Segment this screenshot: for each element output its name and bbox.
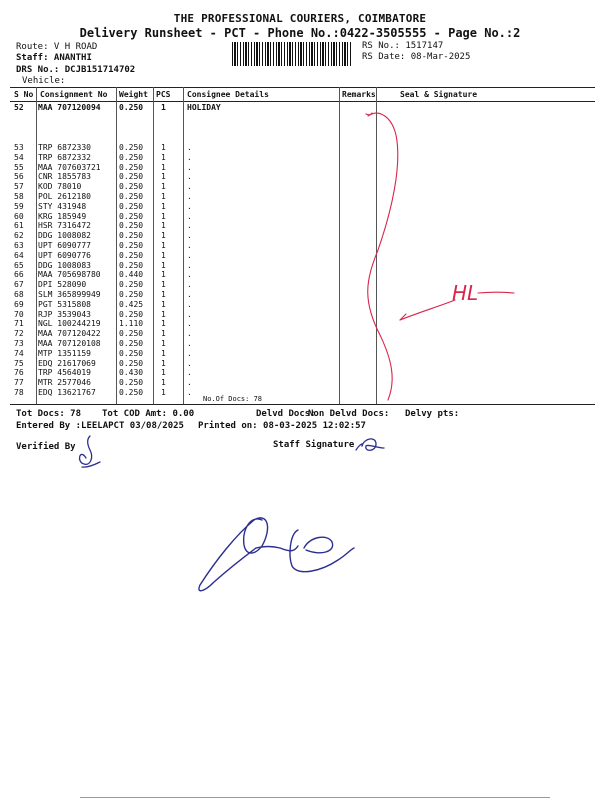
row-serial-number: 60 (14, 211, 24, 221)
row-pieces: 1 (161, 309, 166, 319)
remarks-arrow-mark (400, 300, 455, 320)
drs-number: DRS No.: DCJB151714702 (16, 65, 136, 75)
row-pieces: 1 (161, 378, 166, 388)
no-of-docs: No.Of Docs: 78 (203, 395, 263, 403)
row-serial-number: 53 (14, 143, 24, 152)
remarks-bracket-mark (366, 113, 398, 400)
row-consignment-number: MAA 707120422 (38, 329, 101, 339)
row-consignment-number: MAA 707603721 (38, 162, 101, 172)
row-serial-number: 56 (14, 172, 24, 182)
row-serial-number: 75 (14, 358, 24, 368)
row-pieces: 1 (161, 182, 166, 192)
row-serial-number: 77 (14, 378, 24, 388)
row-pieces: 1 (161, 299, 166, 309)
row-pieces: 1 (161, 201, 166, 211)
row-pieces: 1 (161, 329, 166, 339)
remarks-handwritten-text: HL (452, 281, 479, 305)
row-consignment-number: EDQ 21617069 (38, 358, 96, 368)
row-consignment-number: STY 431948 (38, 201, 87, 211)
company-name: THE PROFESSIONAL COURIERS, COIMBATORE (173, 12, 427, 25)
row-pieces: 1 (161, 319, 166, 329)
delivered-docs: Delvd Docs: (256, 409, 316, 419)
row-consignment-number: DDG 1008083 (38, 260, 91, 270)
row-weight: 0.250 (119, 231, 144, 241)
row-serial-number: 72 (14, 329, 24, 339)
row-consignment-number: MAA 705698780 (38, 270, 101, 280)
row-pieces: 1 (161, 368, 166, 378)
row-weight: 0.250 (119, 290, 144, 299)
total-docs: Tot Docs: 78 (16, 409, 82, 419)
row-consignee-details: . (187, 358, 192, 368)
row-weight: 0.250 (119, 152, 144, 162)
row-pieces: 1 (161, 250, 166, 260)
row-consignment-number: TRP 6872332 (38, 152, 91, 162)
rs-date: RS Date: 08-Mar-2025 (362, 52, 471, 62)
col-header-sno: S No (14, 90, 34, 99)
row-consignee-details: . (187, 231, 192, 241)
row-pieces: 1 (161, 260, 166, 270)
row-consignment-number: UPT 6090776 (38, 250, 91, 260)
row-weight: 0.250 (119, 378, 144, 388)
row-consignee-details: . (187, 182, 192, 192)
row-consignee-details: . (187, 211, 192, 221)
row-serial-number: 63 (14, 241, 24, 250)
row-consignee-details: . (187, 280, 192, 290)
row-serial-number: 74 (14, 348, 24, 358)
row-consignee-details: . (187, 250, 192, 260)
row-consignee-details: . (187, 260, 192, 270)
row-pieces: 1 (161, 143, 166, 152)
route: Route: V H ROAD (16, 42, 98, 52)
row-serial-number: 71 (14, 319, 24, 329)
row-consignee-details: . (187, 299, 192, 309)
row-serial-number: 52 (14, 103, 24, 112)
row-consignee-details: . (187, 388, 192, 397)
row-weight: 1.110 (119, 319, 144, 329)
row-serial-number: 69 (14, 299, 24, 309)
staff-signature-label: Staff Signature (273, 440, 355, 450)
row-consignment-number: KRG 185949 (38, 211, 87, 221)
row-consignment-number: MAA 707120108 (38, 339, 101, 348)
col-header-consignee: Consignee Details (187, 90, 269, 99)
row-serial-number: 54 (14, 152, 24, 162)
row-pieces: 1 (161, 270, 166, 280)
row-consignment-number: SLM 365899949 (38, 290, 101, 299)
row-pieces: 1 (161, 339, 166, 348)
row-serial-number: 57 (14, 182, 24, 192)
row-serial-number: 55 (14, 162, 24, 172)
row-weight: 0.250 (119, 201, 144, 211)
row-weight: 0.250 (119, 182, 144, 192)
large-signature-scribble (199, 518, 354, 591)
row-consignee-details: . (187, 339, 192, 348)
verified-by-label: Verified By (16, 442, 76, 452)
row-serial-number: 64 (14, 250, 24, 260)
row-consignee-details: . (187, 241, 192, 250)
row-weight: 0.250 (119, 143, 144, 152)
col-header-seal-signature: Seal & Signature (400, 90, 478, 99)
page-bottom-edge (80, 797, 550, 798)
row-weight: 0.250 (119, 358, 144, 368)
row-serial-number: 62 (14, 231, 24, 241)
runsheet-title: Delivery Runsheet - PCT - Phone No.:0422-3505555 - Page No.:2 (79, 26, 521, 40)
row-consignee-details: . (187, 162, 192, 172)
row-weight: 0.250 (119, 309, 144, 319)
row-consignee-details: . (187, 319, 192, 329)
row-consignee-details: . (187, 143, 192, 152)
row-serial-number: 67 (14, 280, 24, 290)
row-pieces: 1 (161, 358, 166, 368)
entered-by: Entered By :LEELAPCT 03/08/2025 (16, 421, 184, 431)
row-consignment-number: NGL 100244219 (38, 319, 101, 329)
vehicle: Vehicle: (22, 76, 66, 86)
row-consignment-number: UPT 6090777 (38, 241, 91, 250)
row-weight: 0.250 (119, 241, 144, 250)
row-weight: 0.440 (119, 270, 144, 280)
row-consignee-details: . (187, 329, 192, 339)
delivery-points: Delvy pts: (405, 409, 460, 419)
row-consignment-number: RJP 3539043 (38, 309, 91, 319)
rs-number: RS No.: 1517147 (362, 41, 444, 51)
row-pieces: 1 (161, 280, 166, 290)
row-serial-number: 73 (14, 339, 24, 348)
row-serial-number: 61 (14, 221, 24, 231)
row-consignee-details: . (187, 378, 192, 388)
row-consignment-number: DDG 1008082 (38, 231, 91, 241)
remarks-underline-stroke (478, 292, 514, 293)
row-consignee-details: . (187, 368, 192, 378)
row-consignee-details: . (187, 221, 192, 231)
verified-by-signature (80, 436, 100, 467)
row-consignee-details: . (187, 201, 192, 211)
row-weight: 0.250 (119, 260, 144, 270)
row-pieces: 1 (161, 221, 166, 231)
row-weight: 0.250 (119, 339, 144, 348)
row-consignment-number: POL 2612180 (38, 192, 91, 201)
row-pieces: 1 (161, 211, 166, 221)
row-weight: 0.430 (119, 368, 144, 378)
row-consignment-number: HSR 7316472 (38, 221, 91, 231)
row-weight: 0.250 (119, 162, 144, 172)
row-weight: 0.250 (119, 250, 144, 260)
row-weight: 0.250 (119, 221, 144, 231)
row-consignee-details: . (187, 192, 192, 201)
row-consignee-details: . (187, 348, 192, 358)
row-weight: 0.250 (119, 103, 144, 112)
row-pieces: 1 (161, 241, 166, 250)
row-consignee-details: . (187, 290, 192, 299)
row-weight: 0.250 (119, 172, 144, 182)
row-serial-number: 76 (14, 368, 24, 378)
row-consignee-details: . (187, 309, 192, 319)
row-pieces: 1 (161, 388, 166, 397)
row-pieces: 1 (161, 348, 166, 358)
row-serial-number: 58 (14, 192, 24, 201)
row-consignment-number: MTR 2577046 (38, 378, 91, 388)
row-serial-number: 65 (14, 260, 24, 270)
row-serial-number: 59 (14, 201, 24, 211)
row-weight: 0.250 (119, 348, 144, 358)
row-serial-number: 66 (14, 270, 24, 280)
row-weight: 0.250 (119, 329, 144, 339)
row-pieces: 1 (161, 172, 166, 182)
row-consignee-details: . (187, 152, 192, 162)
printed-on: Printed on: 08-03-2025 12:02:57 (198, 421, 366, 431)
row-consignment-number: PGT 5315808 (38, 299, 91, 309)
col-header-weight: Weight (119, 90, 148, 99)
row-consignee-details: HOLIDAY (187, 103, 221, 112)
row-weight: 0.250 (119, 388, 144, 397)
row-pieces: 1 (161, 162, 166, 172)
row-serial-number: 78 (14, 388, 24, 397)
row-consignee-details: . (187, 172, 192, 182)
row-weight: 0.250 (119, 280, 144, 290)
col-header-pcs: PCS (156, 90, 171, 99)
row-serial-number: 70 (14, 309, 24, 319)
non-delivered-docs: Non Delvd Docs: (308, 409, 390, 419)
row-pieces: 1 (161, 290, 166, 299)
row-pieces: 1 (161, 231, 166, 241)
row-weight: 0.250 (119, 192, 144, 201)
staff: Staff: ANANTHI (16, 53, 92, 63)
row-weight: 0.425 (119, 299, 144, 309)
row-consignment-number: TRP 6872330 (38, 143, 91, 152)
row-consignment-number: EDQ 13621767 (38, 388, 96, 397)
row-consignment-number: MTP 1351159 (38, 348, 91, 358)
row-serial-number: 68 (14, 290, 24, 299)
row-weight: 0.250 (119, 211, 144, 221)
col-header-remarks: Remarks (342, 90, 376, 99)
col-header-consignment: Consignment No (40, 90, 108, 99)
row-pieces: 1 (161, 152, 166, 162)
row-consignment-number: CNR 1855783 (38, 172, 91, 182)
row-pieces: 1 (161, 192, 166, 201)
row-consignment-number: TRP 4564019 (38, 368, 91, 378)
row-consignee-details: . (187, 270, 192, 280)
row-consignment-number: KOD 78010 (38, 182, 82, 192)
staff-signature-scribble (356, 439, 384, 450)
row-consignment-number: DPI 528090 (38, 280, 87, 290)
row-pieces: 1 (161, 103, 166, 112)
total-cod-amount: Tot COD Amt: 0.00 (102, 409, 195, 419)
row-consignment-number: MAA 707120094 (38, 103, 101, 112)
